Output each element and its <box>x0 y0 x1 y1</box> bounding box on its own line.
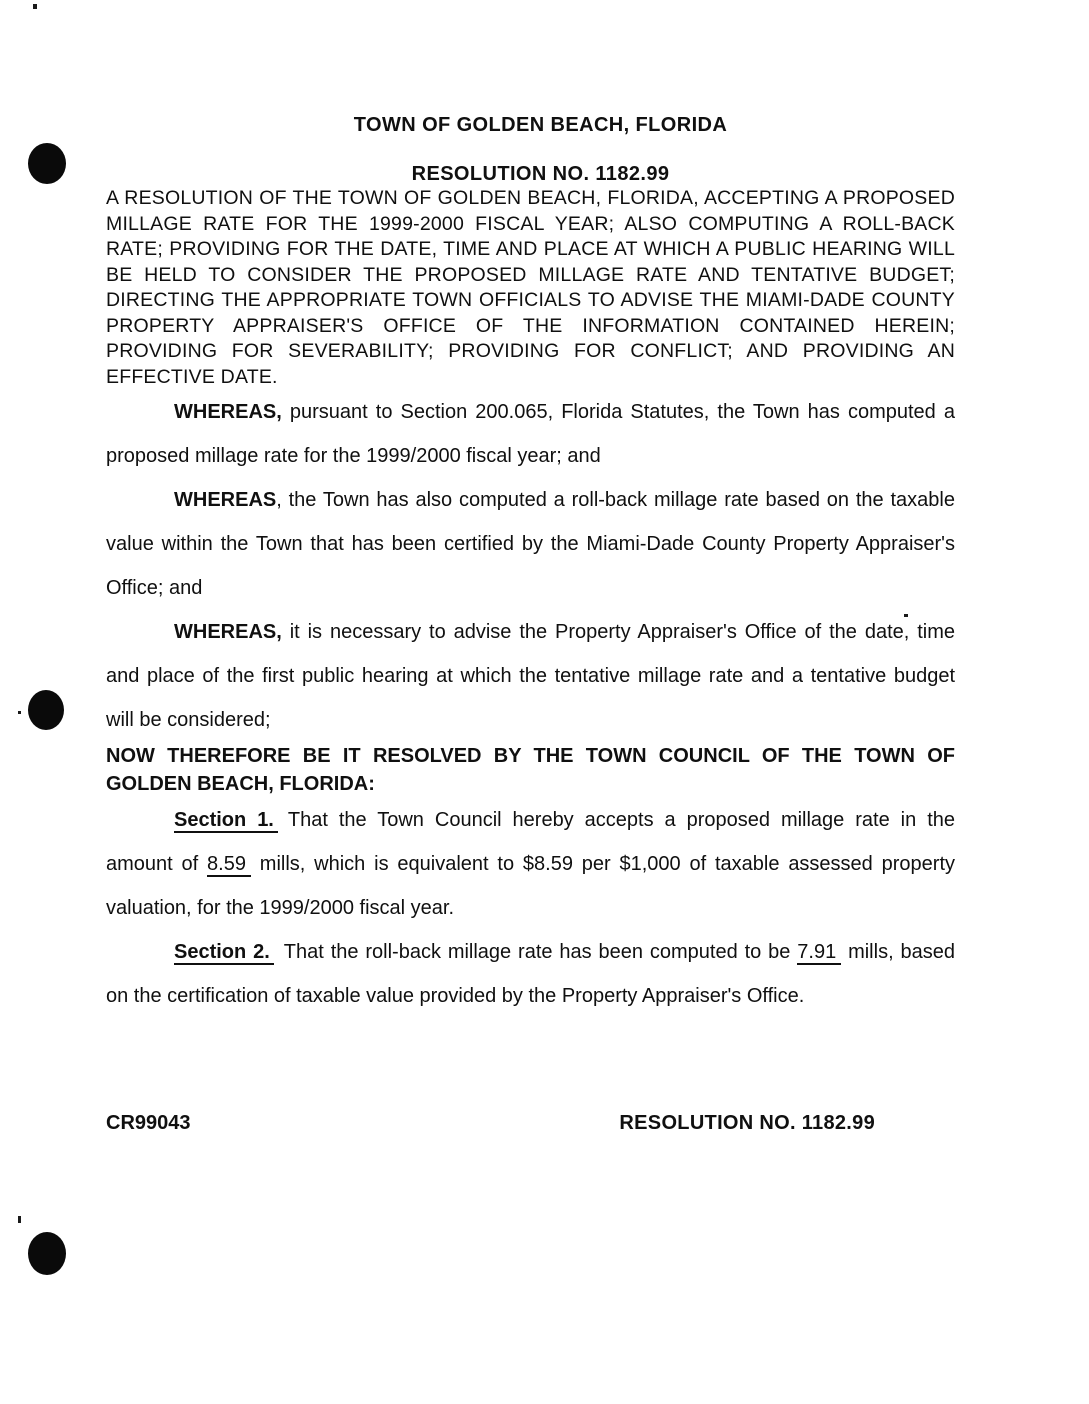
resolved-clause: NOW THEREFORE BE IT RESOLVED BY THE TOWN COUNCIL OF THE TOWN OF GOLDEN BEACH, FLORIDA: <box>106 745 955 795</box>
whereas-lead-1: WHEREAS, <box>174 401 282 423</box>
document-title: TOWN OF GOLDEN BEACH, FLORIDA <box>353 114 728 136</box>
whereas-text-1: pursuant to Section 200.065, Florida Statutes, the Town has computed a proposed millage rate for the 1999/2000 fiscal year; and <box>106 401 955 467</box>
footer-resolution-ref: RESOLUTION NO. 1182.99 <box>619 1112 875 1134</box>
whereas-lead-3: WHEREAS, <box>174 621 282 643</box>
punch-hole-mark-top <box>28 143 66 184</box>
resolution-number: RESOLUTION NO. 1182.99 <box>411 163 670 185</box>
document-content <box>106 0 955 1135</box>
section-2-rollback-value: 7.91 <box>797 941 841 965</box>
section-2-text-after: mills, based on the certification of taxable value provided by the Property Appraiser's Office. <box>106 941 955 1007</box>
scan-speck <box>18 1216 21 1223</box>
whereas-clause-2 <box>106 478 955 610</box>
document-header <box>116 0 965 186</box>
whereas-clause-1 <box>106 390 955 478</box>
section-1-heading: Section 1. <box>174 809 278 833</box>
scan-speck <box>18 711 21 714</box>
whereas-text-2: , the Town has also computed a roll-back millage rate based on the taxable value within the Town that has been certified by the Miami-Dade County Property Appraiser's Office; and <box>106 489 955 599</box>
scan-speck <box>33 4 37 9</box>
whereas-clause-3 <box>106 610 955 742</box>
section-1-text-after: mills, which is equivalent to $8.59 per $1,000 of taxable assessed property valuation, for the 1999/2000 fiscal year. <box>106 853 955 919</box>
section-1-text-before: That the Town Council hereby accepts a proposed millage rate in the amount of <box>106 809 955 875</box>
whereas-lead-2: WHEREAS <box>174 489 277 511</box>
punch-hole-mark-bottom <box>28 1232 66 1275</box>
punch-hole-mark-middle <box>28 690 64 730</box>
section-1-millage-value: 8.59 <box>207 853 251 877</box>
section-2 <box>106 930 955 1018</box>
whereas-text-3: it is necessary to advise the Property Appraiser's Office of the date, time and place of the first public hearing at which the tentative millage rate and a tentative budget will be considered; <box>106 621 955 731</box>
footer-doc-code: CR99043 <box>106 1112 191 1134</box>
page-footer <box>106 1111 955 1135</box>
section-2-text-before: That the roll-back millage rate has been computed to be <box>283 941 798 963</box>
section-2-heading: Section 2. <box>174 941 274 965</box>
section-1 <box>106 798 955 930</box>
resolution-preamble: A RESOLUTION OF THE TOWN OF GOLDEN BEACH, FLORIDA, ACCEPTING A PROPOSED MILLAGE RATE FOR THE 1999-2000 FISCAL YEAR; ALSO COMPUTING A ROLL-BACK RATE; PROVIDING FOR THE DATE, TIME AND PLACE AT WHICH A PUBLIC HEARING WILL BE HELD TO CONSIDER THE PROPOSED MILLAGE RATE AND TENTATIVE BUDGET; DIRECTING THE APPROPRIATE TOWN OFFICIALS TO ADVISE THE MIAMI-DADE COUNTY PROPERTY APPRAISER'S OFFICE OF THE INFORMATION CONTAINED HEREIN; PROVIDING FOR SEVERABILITY; PROVIDING FOR CONFLICT; AND PROVIDING AN EFFECTIVE DATE. <box>106 187 955 388</box>
